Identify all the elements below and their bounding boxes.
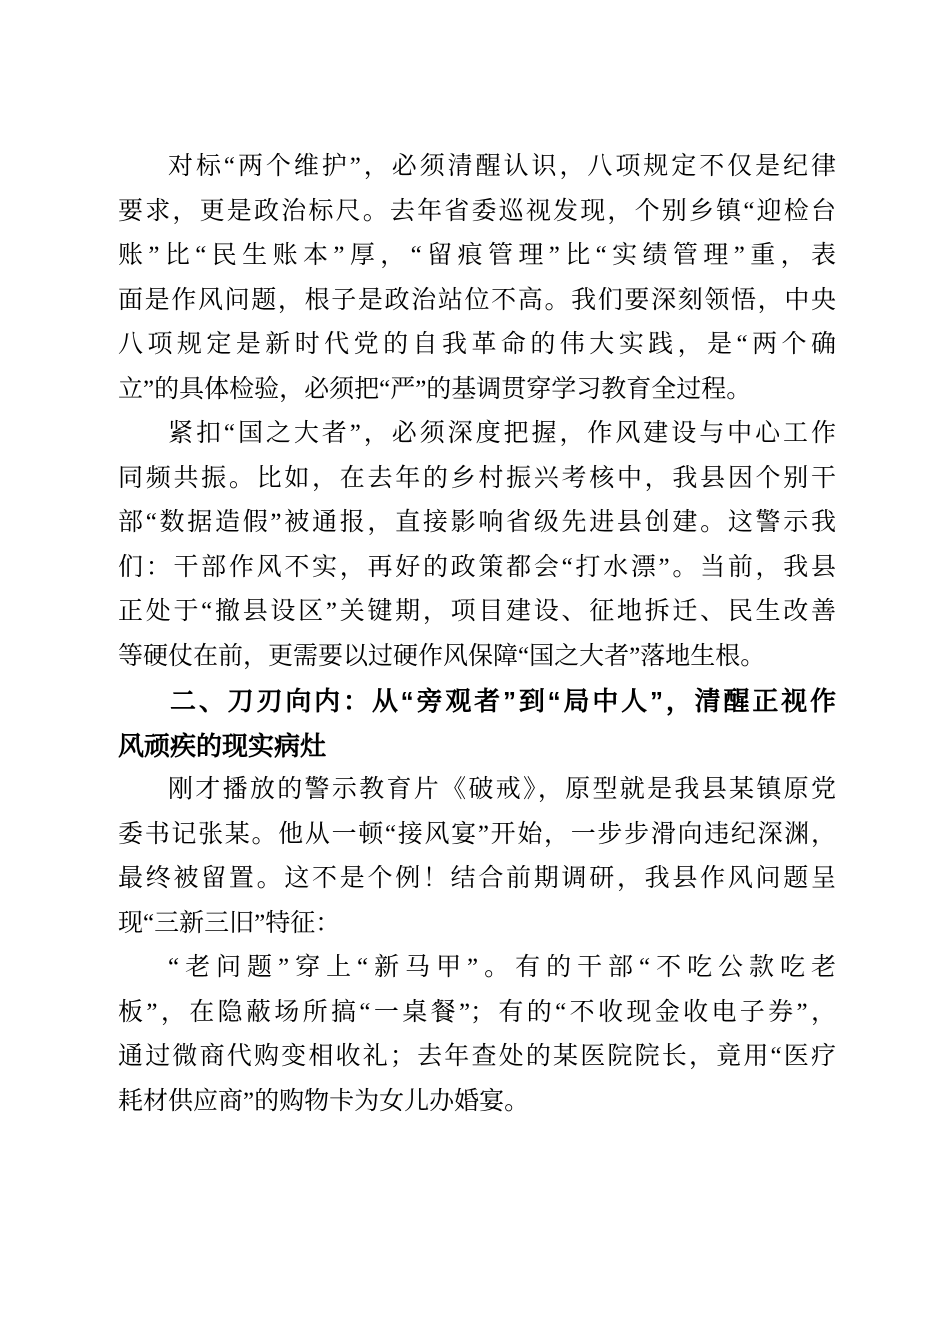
text-line: “老问题”穿上“新马甲”。有的干部“不吃公款吃老 [168, 954, 836, 981]
text-line: 要求，更是政治标尺。去年省委巡视发现，个别乡镇“迎检台 [118, 197, 836, 225]
text-line: 刚才播放的警示教育片《破戒》，原型就是我县某镇原党 [168, 776, 836, 803]
text-line: 委书记张某。他从一顿“接风宴”开始，一步步滑向违纪深渊， [118, 820, 836, 848]
heading-line: 二、刀刃向内：从“旁观者”到“局中人”，清醒正视作 [170, 686, 836, 716]
text-line: 板”，在隐蔽场所搞“一桌餐”；有的“不收现金收电子券”， [118, 998, 836, 1026]
heading-line: 风顽疾的现实病灶 [118, 730, 327, 761]
text-line: 同频共振。比如，在去年的乡村振兴考核中，我县因个别干 [118, 464, 836, 492]
text-line: 八项规定是新时代党的自我革命的伟大实践，是“两个确 [118, 331, 836, 358]
text-line: 立”的具体检验，必须把“严”的基调贯穿学习教育全过程。 [118, 375, 752, 403]
text-line: 等硬仗在前，更需要以过硬作风保障“国之大者”落地生根。 [118, 642, 766, 670]
text-line: 最终被留置。这不是个例！结合前期调研，我县作风问题呈 [118, 865, 836, 892]
text-line: 紧扣“国之大者”，必须深度把握，作风建设与中心工作 [168, 420, 836, 447]
paragraph-4 [118, 946, 836, 1124]
text-line: 对标“两个维护”，必须清醒认识，八项规定不仅是纪律 [168, 153, 836, 180]
paragraph-3 [118, 768, 836, 946]
text-line: 部“数据造假”被通报，直接影响省级先进县创建。这警示我 [118, 509, 836, 536]
text-line: 面是作风问题，根子是政治站位不高。我们要深刻领悟，中央 [118, 286, 836, 314]
text-line: 们：干部作风不实，再好的政策都会“打水漂”。当前，我县 [118, 553, 836, 581]
paragraph-1 [118, 145, 836, 412]
text-line: 通过微商代购变相收礼；去年查处的某医院院长，竟用“医疗 [118, 1043, 836, 1070]
section-heading [118, 679, 836, 768]
document-text [118, 145, 836, 1124]
paragraph-2 [118, 412, 836, 679]
text-line: 账”比“民生账本”厚，“留痕管理”比“实绩管理”重，表 [118, 242, 836, 269]
text-line: 正处于“撤县设区”关键期，项目建设、征地拆迁、民生改善 [118, 598, 836, 625]
text-line: 耗材供应商”的购物卡为女儿办婚宴。 [118, 1087, 530, 1115]
text-line: 现“三新三旧”特征： [118, 909, 341, 937]
